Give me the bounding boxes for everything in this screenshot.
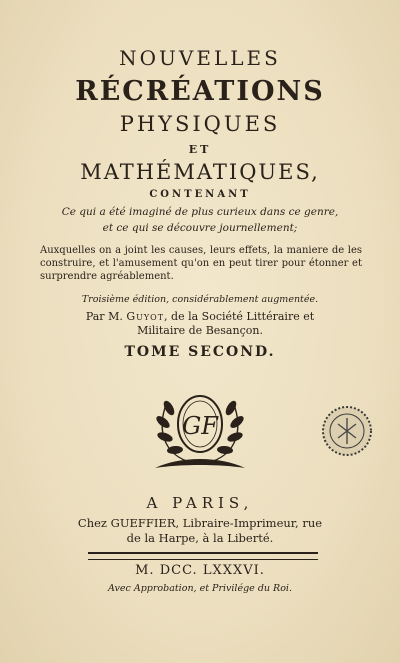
contents-paragraph: Auxquelles on a joint les causes, leurs effets, la maniere de les construire, et l'amusement qu'on en peut tirer pour étonner et surprendre agréablement. xyxy=(40,245,362,282)
publisher-name: GUEFFIER xyxy=(110,516,176,530)
imprint-address: de la Harpe, à la Liberté. xyxy=(126,531,274,545)
volume-label: TOME SECOND. xyxy=(124,344,276,360)
author-affiliation: , de la Société Littéraire et xyxy=(164,310,315,323)
contents-line-1: Ce qui a été imaginé de plus curieux dans ce genre, xyxy=(61,206,339,218)
author-prefix: Par M. xyxy=(85,310,123,323)
contents-heading: CONTENANT xyxy=(149,189,251,200)
title-line-1: NOUVELLES xyxy=(119,46,281,70)
contents-line-2: et ce qui se découvre journellement; xyxy=(102,222,298,234)
title-line-3: PHYSIQUES xyxy=(119,112,281,136)
double-rule-divider xyxy=(88,552,318,560)
imprint-year: M. DCC. LXXXVI. xyxy=(135,563,265,578)
publisher-role: , Libraire-Imprimeur, rue xyxy=(175,516,323,530)
edition-note: Troisième édition, considérablement augmentée. xyxy=(81,294,319,305)
publisher-prefix: Chez xyxy=(77,516,107,530)
author-line-2: Militaire de Besançon. xyxy=(137,324,263,337)
library-stamp-icon xyxy=(320,404,374,458)
title-line-5: MATHÉMATIQUES, xyxy=(80,160,320,184)
wreath-monogram-ornament-icon xyxy=(125,372,275,482)
imprint-city: A PARIS, xyxy=(146,494,254,512)
imprint-publisher xyxy=(0,516,400,530)
imprint-approval: Avec Approbation, et Privilége du Roi. xyxy=(108,583,292,594)
monogram: GF xyxy=(182,412,218,440)
title-line-4: ET xyxy=(188,143,212,156)
author-name: Guyot xyxy=(126,310,165,323)
author-line-1 xyxy=(0,310,400,323)
title-line-2: RÉCRÉATIONS xyxy=(75,76,325,107)
